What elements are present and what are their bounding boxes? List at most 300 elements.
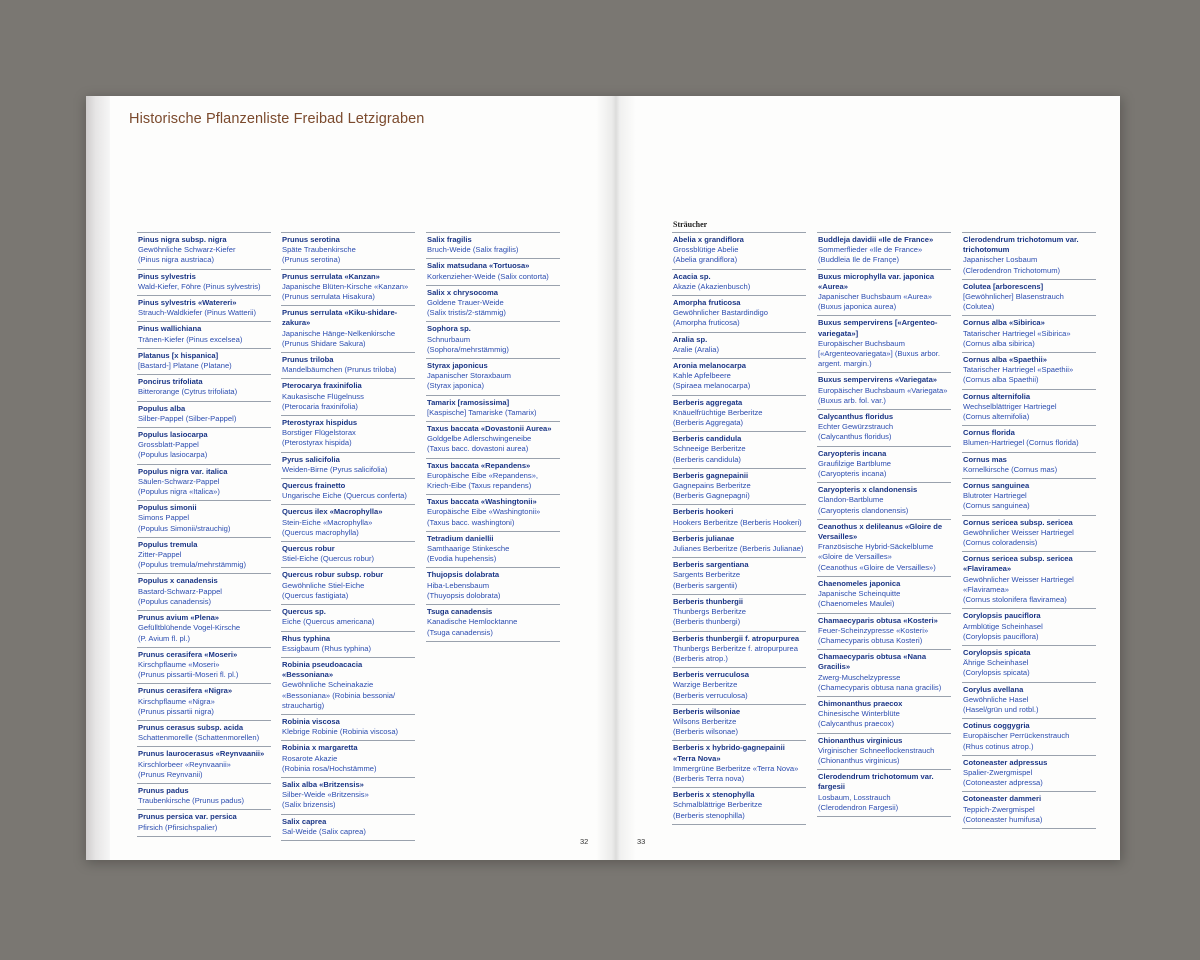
botanical-name: Chimonanthus praecox (818, 698, 903, 708)
plant-description-line: (Clerodendron Trichotomum) (963, 265, 1061, 275)
botanical-name: Cornus florida (963, 428, 1015, 438)
plant-entry (281, 504, 415, 541)
plant-description-line: Essigbaum (Rhus typhina) (282, 643, 372, 653)
plant-description-line: Europäische Eibe «Repandens», (427, 470, 539, 480)
plant-description-line: Chinesische Winterblüte (818, 709, 900, 719)
plant-entry (137, 401, 271, 427)
document-title: Historische Pflanzenliste Freibad Letzigraben (129, 111, 425, 127)
botanical-name: Acacia sp. (673, 271, 711, 281)
plant-description-line: Immergrüne Berberitze «Terra Nova» (673, 763, 799, 773)
plant-description-line: «Flaviramea» (963, 584, 1010, 594)
botanical-name: Abelia x grandiflora (673, 235, 744, 244)
plant-description-line: Kirschpflaume «Nigra» (138, 696, 215, 706)
section-heading: Sträucher (673, 220, 708, 229)
plant-description-line: (Cornus sanguinea) (963, 501, 1030, 511)
plant-description-line: Sommerflieder «Ile de France» (818, 245, 923, 255)
plant-description-line: Teppich-Zwergmispel (963, 804, 1035, 814)
botanical-name: Prunus laurocerasus «Reynvaanii» (138, 749, 265, 759)
plant-description-line: (Salix tristis/2-stämmig) (427, 308, 506, 318)
botanical-name: Prunus triloba (282, 355, 334, 365)
plant-description-line: Gewöhnliche Schwarz-Kiefer (138, 245, 236, 255)
plant-description-line: Pfirsich (Pfirsichspalier) (138, 822, 218, 832)
plant-description-line: (Calycanthus floridus) (818, 432, 892, 442)
plant-description-line: Gewöhnlicher Bastardindigo (673, 308, 768, 318)
plant-entry (426, 285, 560, 322)
plant-description-line: [Kaspische] Tamariske (Tamarix) (427, 407, 537, 417)
plant-entry (962, 682, 1096, 719)
botanical-name: Chaenomeles japonica (818, 578, 901, 588)
plant-description-line: (Berberis wilsonae) (673, 727, 738, 737)
plant-description-line: (Berberis stenophilla) (673, 810, 745, 820)
plant-description-line: (Berberis Aggregata) (673, 418, 744, 428)
plant-entry (817, 576, 951, 613)
plant-description-line: (Rhus cotinus atrop.) (963, 741, 1034, 751)
plant-description-line: Grossblütige Abelie (673, 245, 739, 255)
plant-description-line: (Taxus bacc. washingtoni) (427, 517, 515, 527)
botanical-name: Chamaecyparis obtusa «Kosteri» (818, 615, 938, 625)
plant-description-line: Wald-Kiefer, Föhre (Pinus sylvestris) (138, 281, 261, 291)
plant-description-line: Blutroter Hartriegel (963, 491, 1027, 501)
plant-entry (137, 573, 271, 610)
plant-description-line: (Chaenomeles Maulei) (818, 599, 895, 609)
plant-description-line: Julianes Berberitze (Berberis Julianae) (673, 544, 804, 554)
plant-description-line: Mandelbäumchen (Prunus triloba) (282, 365, 397, 375)
plant-entry (426, 531, 560, 568)
plant-entry (137, 321, 271, 347)
plant-description-line: Hookers Berberitze (Berberis Hookeri) (673, 517, 802, 527)
plant-description-line: Wechselblättriger Hartriegel (963, 401, 1057, 411)
plant-description-line: Strauch-Waldkiefer (Pinus Watterii) (138, 308, 257, 318)
plant-description-line: Goldene Trauer-Weide (427, 298, 504, 308)
plant-description-line: (Evodia hupehensis) (427, 554, 497, 564)
botanical-name: Salix caprea (282, 816, 327, 826)
botanical-name: Cornus alternifolia (963, 391, 1031, 401)
botanical-name: Tetradium daniellii (427, 533, 494, 543)
botanical-name: Berberis hookeri (673, 507, 734, 517)
botanical-name: Quercus ilex «Macrophylla» (282, 507, 383, 517)
plant-description-line: (Pterostyrax hispida) (282, 438, 352, 448)
plant-description-line: Japanische Scheinquitte (818, 589, 901, 599)
plant-description-line: Kornelkirsche (Cornus mas) (963, 464, 1058, 474)
botanical-name: Populus alba (138, 403, 186, 413)
botanical-name: Berberis wilsoniae (673, 706, 741, 716)
plant-description-line: Virginischer Schneeflockenstrauch (818, 745, 935, 755)
plant-entry (137, 374, 271, 400)
plant-description-line: Rosarote Akazie (282, 753, 338, 763)
plant-description-line: (Berberis thunbergi) (673, 617, 741, 627)
plant-description-line: (Caryopteris clandonensis) (818, 505, 909, 515)
plant-description-line: Gewöhnlicher Weisser Hartriegel (963, 574, 1074, 584)
plant-description-line: Kanadische Hemlocktanne (427, 617, 518, 627)
plant-entry (137, 427, 271, 464)
plant-description-line: Gewöhnliche Hasel (963, 694, 1029, 704)
plant-entry (962, 452, 1096, 478)
botanical-name: Chionanthus virginicus (818, 735, 903, 745)
plant-description-line: (Robinia rosa/Hochstämme) (282, 763, 377, 773)
plant-description-line: Traubenkirsche (Prunus padus) (138, 796, 245, 806)
botanical-name: Aronia melanocarpa (673, 361, 747, 371)
botanical-name: Quercus robur subsp. robur (282, 570, 384, 580)
plant-entry (137, 610, 271, 647)
botanical-name: Salix alba «Britzensis» (282, 779, 364, 789)
plant-description-line: Losbaum, Losstrauch (818, 792, 891, 802)
plant-description-line: (Populus Simonii/strauchig) (138, 523, 231, 533)
botanical-name: Corylopsis spicata (963, 647, 1031, 657)
botanical-name: Robinia pseudoacacia «Bessoniana» (282, 659, 363, 680)
botanical-name: Cornus sericea subsp. sericea (963, 517, 1073, 527)
plant-description-line: Europäische Eibe «Washingtonii» (427, 507, 541, 517)
plant-entry (817, 409, 951, 446)
plant-entry (672, 504, 806, 530)
plant-description-line: (Colutea) (963, 302, 995, 312)
plant-description-line: Europäischer Buchsbaum (818, 338, 905, 348)
plant-entry (817, 372, 951, 409)
plant-description-line: (Populus canadensis) (138, 596, 212, 606)
plant-entry (426, 567, 560, 604)
plant-description-line: (Caryopteris incana) (818, 469, 887, 479)
botanical-name: Prunus cerasifera «Nigra» (138, 686, 233, 696)
plant-description-line: strauchartig) (282, 700, 325, 710)
page-number-left: 32 (580, 837, 589, 846)
plant-entry (672, 468, 806, 505)
botanical-name: Thujopsis dolabrata (427, 570, 500, 580)
botanical-name: Taxus baccata «Repandens» (427, 460, 531, 470)
plant-entry (817, 315, 951, 372)
botanical-name: Berberis x hybrido-gagnepainii «Terra Nova» (673, 743, 785, 763)
plant-description-line: (Cotoneaster humifusa) (963, 814, 1043, 824)
plant-description-line: (Cornus alba Spaethii) (963, 375, 1039, 385)
botanical-name: Cornus sericea subsp. sericea «Flaviramea» (963, 554, 1073, 574)
botanical-name: Taxus baccata «Washingtonii» (427, 497, 537, 507)
plant-description-line: (Cotoneaster adpressa) (963, 778, 1043, 788)
plant-description-line: (Corylopsis pauciflora) (963, 631, 1039, 641)
plant-entry (962, 279, 1096, 316)
botanical-name: Robinia x margaretta (282, 743, 358, 753)
botanical-name: Populus simonii (138, 503, 197, 513)
plant-entry (672, 704, 806, 741)
plant-description-line: Stein-Eiche «Macrophylla» (282, 517, 373, 527)
botanical-name: Prunus serrulata «Kanzan» (282, 271, 380, 281)
plant-entry (281, 478, 415, 504)
plant-description-line: Knäuelfrüchtige Berberitze (673, 407, 763, 417)
plant-entry (137, 783, 271, 809)
plant-description-line: Klebrige Robinie (Robinia viscosa) (282, 727, 399, 737)
botanical-name: Cotoneaster adpressus (963, 757, 1048, 767)
plant-description-line: (Spiraea melanocarpa) (673, 381, 751, 391)
plant-description-line: Sargents Berberitze (673, 570, 741, 580)
plant-description-line: Französische Hybrid-Säckelblume (818, 542, 934, 552)
column-end-rule (817, 816, 951, 817)
plant-entry (281, 631, 415, 657)
plant-entry (817, 649, 951, 696)
botanical-name: Pinus wallichiana (138, 324, 202, 334)
botanical-name: Aralia sp. (673, 334, 708, 344)
botanical-name: Berberis sargentiana (673, 560, 749, 570)
plant-entry (281, 714, 415, 740)
plant-description-line: [Bastard-] Platane (Platane) (138, 361, 232, 371)
botanical-name: Cornus alba «Sibirica» (963, 318, 1045, 328)
botanical-name: Clerodendrum trichotomum var. trichotomum (963, 235, 1079, 255)
plant-description-line: Tränen-Kiefer (Pinus excelsea) (138, 334, 243, 344)
plant-description-line: Kirschpflaume «Moseri» (138, 659, 220, 669)
plant-entry (137, 232, 271, 269)
plant-entry (817, 232, 951, 269)
plant-description-line: (Chamecyparis obtusa nana gracilis) (818, 682, 942, 692)
botanical-name: Corylopsis pauciflora (963, 611, 1041, 621)
plant-description-line: argent. margin.) (818, 359, 872, 369)
plant-entry (817, 696, 951, 733)
botanical-name: Colutea [arborescens] (963, 281, 1044, 291)
plant-entry (672, 232, 806, 269)
plant-entry (962, 315, 1096, 352)
plant-description-line: (Buxus arb. fol. var.) (818, 395, 886, 405)
plant-description-line: (Prunus serrulata Hisakura) (282, 292, 375, 302)
botanical-name: Berberis thunbergii (673, 596, 744, 606)
plant-entry (281, 777, 415, 814)
plant-description-line: Gagnepains Berberitze (673, 481, 751, 491)
plant-description-line: Eiche (Quercus americana) (282, 617, 375, 627)
botanical-name: Tamarix [ramosissima] (427, 397, 510, 407)
plant-entry (672, 667, 806, 704)
plant-entry (137, 269, 271, 295)
plant-description-line: Europäischer Perrückenstrauch (963, 731, 1070, 741)
plant-description-line: (Sophora/mehrstämmig) (427, 344, 509, 354)
plant-description-line: [«Argenteovariegata»] (Buxus arbor. (818, 349, 940, 359)
plant-entry (672, 295, 806, 332)
plant-description-line: (Calycanthus praecox) (818, 719, 894, 729)
plant-description-line: (Cornus stolonifera flaviramea) (963, 595, 1067, 605)
plant-description-line: (Berberis Terra nova) (673, 773, 745, 783)
botanical-name: Sophora sp. (427, 324, 471, 334)
plant-entry (817, 733, 951, 770)
plant-description-line: Kriech-Eibe (Taxus repandens) (427, 481, 532, 491)
plant-entry (962, 352, 1096, 389)
plant-description-line: Wilsons Berberitze (673, 716, 737, 726)
botanical-name: Calycanthus floridus (818, 412, 894, 422)
botanical-name: Pterocarya fraxinifolia (282, 381, 362, 391)
botanical-name: Populus x canadensis (138, 576, 218, 586)
plant-description-line: (Prunus Reynvanii) (138, 769, 203, 779)
botanical-name: Salix matsudana «Tortuosa» (427, 261, 530, 271)
botanical-name: Buddleja davidii «Ile de France» (818, 235, 934, 244)
plant-description-line: Bitterorange (Cytrus trifoliata) (138, 387, 238, 397)
plant-description-line: Thunbergs Berberitze f. atropurpurea (673, 643, 798, 653)
plant-entry (962, 232, 1096, 279)
plant-description-line: Samthaarige Stinkesche (427, 544, 510, 554)
plant-description-line: Kahle Apfelbeere (673, 371, 731, 381)
plant-description-line: Feuer-Scheinzypresse «Kosteri» (818, 625, 929, 635)
plant-entry (137, 720, 271, 746)
botanical-name: Berberis verruculosa (673, 670, 749, 680)
plant-description-line: Graufilzige Bartblume (818, 458, 892, 468)
botanical-name: Platanus [x hispanica] (138, 350, 219, 360)
plant-column-3 (426, 232, 560, 642)
plant-description-line: Borstiger Flügelstorax (282, 428, 356, 438)
plant-entry (962, 645, 1096, 682)
plant-description-line: (Prunus Shidare Sakura) (282, 338, 366, 348)
plant-description-line: (Berberis atrop.) (673, 653, 728, 663)
plant-description-line: Echter Gewürzstrauch (818, 422, 894, 432)
botanical-name: Tsuga canadensis (427, 607, 493, 617)
plant-description-line: Säulen-Schwarz-Pappel (138, 476, 220, 486)
plant-entry (672, 332, 806, 358)
plant-description-line: (Quercus macrophylla) (282, 527, 359, 537)
plant-description-line: Akazie (Akazienbusch) (673, 281, 751, 291)
plant-entry (281, 232, 415, 269)
plant-entry (672, 269, 806, 295)
botanical-name: Buxus microphylla var. japonica «Aurea» (818, 271, 935, 291)
botanical-name: Clerodendrum trichotomum var. fargesii (818, 772, 934, 792)
plant-description-line: Ungarische Eiche (Quercus conferta) (282, 491, 407, 501)
plant-description-line: (Berberis candidula) (673, 454, 741, 464)
plant-entry (962, 551, 1096, 608)
plant-entry (962, 425, 1096, 451)
plant-description-line: Gewöhnlicher Weisser Hartriegel (963, 527, 1074, 537)
plant-entry (137, 348, 271, 374)
plant-description-line: Korkenzieher-Weide (Salix contorta) (427, 271, 549, 281)
plant-description-line: Zwerg-Muschelzypresse (818, 672, 901, 682)
plant-description-line: (Populus nigra «Italica») (138, 487, 220, 497)
plant-description-line: Japanische Hänge-Nelkenkirsche (282, 328, 396, 338)
botanical-name: Prunus cerasifera «Moseri» (138, 649, 238, 659)
column-end-rule (672, 824, 806, 825)
plant-description-line: (Tsuga canadensis) (427, 627, 493, 637)
plant-entry (962, 515, 1096, 552)
plant-entry (962, 478, 1096, 515)
botanical-name: Pyrus salicifolia (282, 454, 340, 464)
plant-description-line: Goldgelbe Adlerschwingeneibe (427, 434, 532, 444)
plant-entry (137, 683, 271, 720)
botanical-name: Buxus sempervirens [«Argenteo-variegata»] (818, 318, 938, 338)
plant-description-line: Sal-Weide (Salix caprea) (282, 826, 366, 836)
plant-description-line: Tatarischer Hartriegel «Sibirica» (963, 328, 1071, 338)
botanical-name: Quercus sp. (282, 607, 326, 617)
plant-description-line: Blumen-Hartriegel (Cornus florida) (963, 438, 1079, 448)
plant-description-line: «Bessoniana» (Robinia bessonia/ (282, 690, 396, 700)
column-end-rule (137, 836, 271, 837)
plant-description-line: Japanischer Buchsbaum «Aurea» (818, 292, 932, 302)
botanical-name: Berberis gagnepainii (673, 470, 749, 480)
plant-entry (281, 541, 415, 567)
plant-description-line: (Hasel/grün und rotbl.) (963, 704, 1039, 714)
plant-entry (137, 295, 271, 321)
botanical-name: Berberis julianae (673, 533, 735, 543)
plant-description-line: Japanischer Storaxbaum (427, 371, 511, 381)
plant-entry (817, 269, 951, 316)
plant-description-line: (Cornus alternifolia) (963, 412, 1030, 422)
plant-description-line: Silber-Pappel (Silber-Pappel) (138, 413, 237, 423)
column-end-rule (426, 641, 560, 642)
botanical-name: Pinus nigra subsp. nigra (138, 235, 227, 244)
plant-entry (281, 567, 415, 604)
botanical-name: Caryopteris incana (818, 448, 887, 458)
plant-description-line: Aralie (Aralia) (673, 344, 719, 354)
plant-entry (672, 358, 806, 395)
botanical-name: Berberis candidula (673, 434, 742, 444)
plant-entry (426, 232, 560, 258)
plant-description-line: (Berberis verruculosa) (673, 690, 748, 700)
plant-description-line: (Salix brizensis) (282, 800, 336, 810)
plant-entry (962, 791, 1096, 828)
botanical-name: Cornus alba «Spaethii» (963, 355, 1047, 365)
plant-entry (672, 594, 806, 631)
plant-description-line: Spalier-Zwergmispel (963, 767, 1033, 777)
plant-description-line: (Berberis sargentii) (673, 580, 738, 590)
plant-entry (137, 500, 271, 537)
plant-entry (281, 352, 415, 378)
plant-entry (426, 604, 560, 641)
page-edge (86, 96, 110, 860)
plant-description-line: Gewöhnliche Scheinakazie (282, 680, 374, 690)
plant-entry (672, 631, 806, 668)
plant-description-line: Schnurbaum (427, 334, 471, 344)
plant-entry (672, 395, 806, 432)
plant-description-line: (Amorpha fruticosa) (673, 318, 740, 328)
plant-entry (281, 415, 415, 452)
plant-entry (281, 657, 415, 714)
plant-description-line: (Taxus bacc. dovastoni aurea) (427, 444, 529, 454)
botanical-name: Prunus padus (138, 785, 189, 795)
botanical-name: Cornus mas (963, 454, 1007, 464)
botanical-name: Pinus sylvestris (138, 271, 196, 281)
plant-entry (137, 746, 271, 783)
plant-column-1 (137, 232, 271, 837)
plant-description-line: Gewöhnliche Stiel-Eiche (282, 580, 365, 590)
botanical-name: Corylus avellana (963, 684, 1024, 694)
botanical-name: Chamaecyparis obtusa «Nana Gracilis» (818, 652, 927, 672)
plant-description-line: Thunbergs Berberitze (673, 607, 747, 617)
botanical-name: Berberis aggregata (673, 397, 743, 407)
plant-entry (426, 358, 560, 395)
botanical-name: Populus nigra var. italica (138, 466, 228, 476)
botanical-name: Salix fragilis (427, 235, 472, 244)
botanical-name: Berberis x stenophylla (673, 790, 755, 800)
botanical-name: Cornus sanguinea (963, 481, 1030, 491)
plant-description-line: «Gloire de Versailles» (818, 552, 892, 562)
plant-entry (817, 613, 951, 650)
plant-description-line: Bruch-Weide (Salix fragilis) (427, 245, 519, 255)
plant-description-line: (Buddleia Ile de Françe) (818, 255, 900, 265)
botanical-name: Poncirus trifoliata (138, 377, 203, 387)
page-number-right: 33 (637, 837, 646, 846)
plant-column-2 (281, 232, 415, 841)
plant-description-line: (Prunus serotina) (282, 255, 341, 265)
botanical-name: Pterostyrax hispidus (282, 418, 358, 428)
plant-description-line: Grossblatt-Pappel (138, 440, 199, 450)
plant-entry (281, 269, 415, 306)
plant-description-line: Gefülltblühende Vogel-Kirsche (138, 623, 241, 633)
plant-column-4 (672, 232, 806, 825)
botanical-name: Quercus robur (282, 544, 335, 554)
plant-description-line: [Gewöhnlicher] Blasenstrauch (963, 292, 1064, 302)
botanical-name: Populus tremula (138, 539, 198, 549)
plant-description-line: (Populus lasiocarpa) (138, 450, 208, 460)
plant-entry (281, 604, 415, 630)
plant-description-line: Weiden-Birne (Pyrus salicifolia) (282, 464, 388, 474)
plant-description-line: (Cornus alba sibirica) (963, 338, 1035, 348)
plant-description-line: (Styrax japonica) (427, 381, 484, 391)
plant-entry (962, 755, 1096, 792)
plant-description-line: (Ceanothus «Gloire de Versailles») (818, 562, 936, 572)
botanical-name: Populus lasiocarpa (138, 430, 208, 440)
botanical-name: Amorpha fruticosa (673, 298, 741, 308)
plant-column-5 (817, 232, 951, 817)
botanical-name: Cotoneaster dammeri (963, 794, 1042, 804)
plant-description-line: (Chionanthus virginicus) (818, 755, 900, 765)
plant-description-line: (Berberis Gagnepagni) (673, 491, 750, 501)
plant-entry (817, 446, 951, 483)
plant-entry (137, 464, 271, 501)
